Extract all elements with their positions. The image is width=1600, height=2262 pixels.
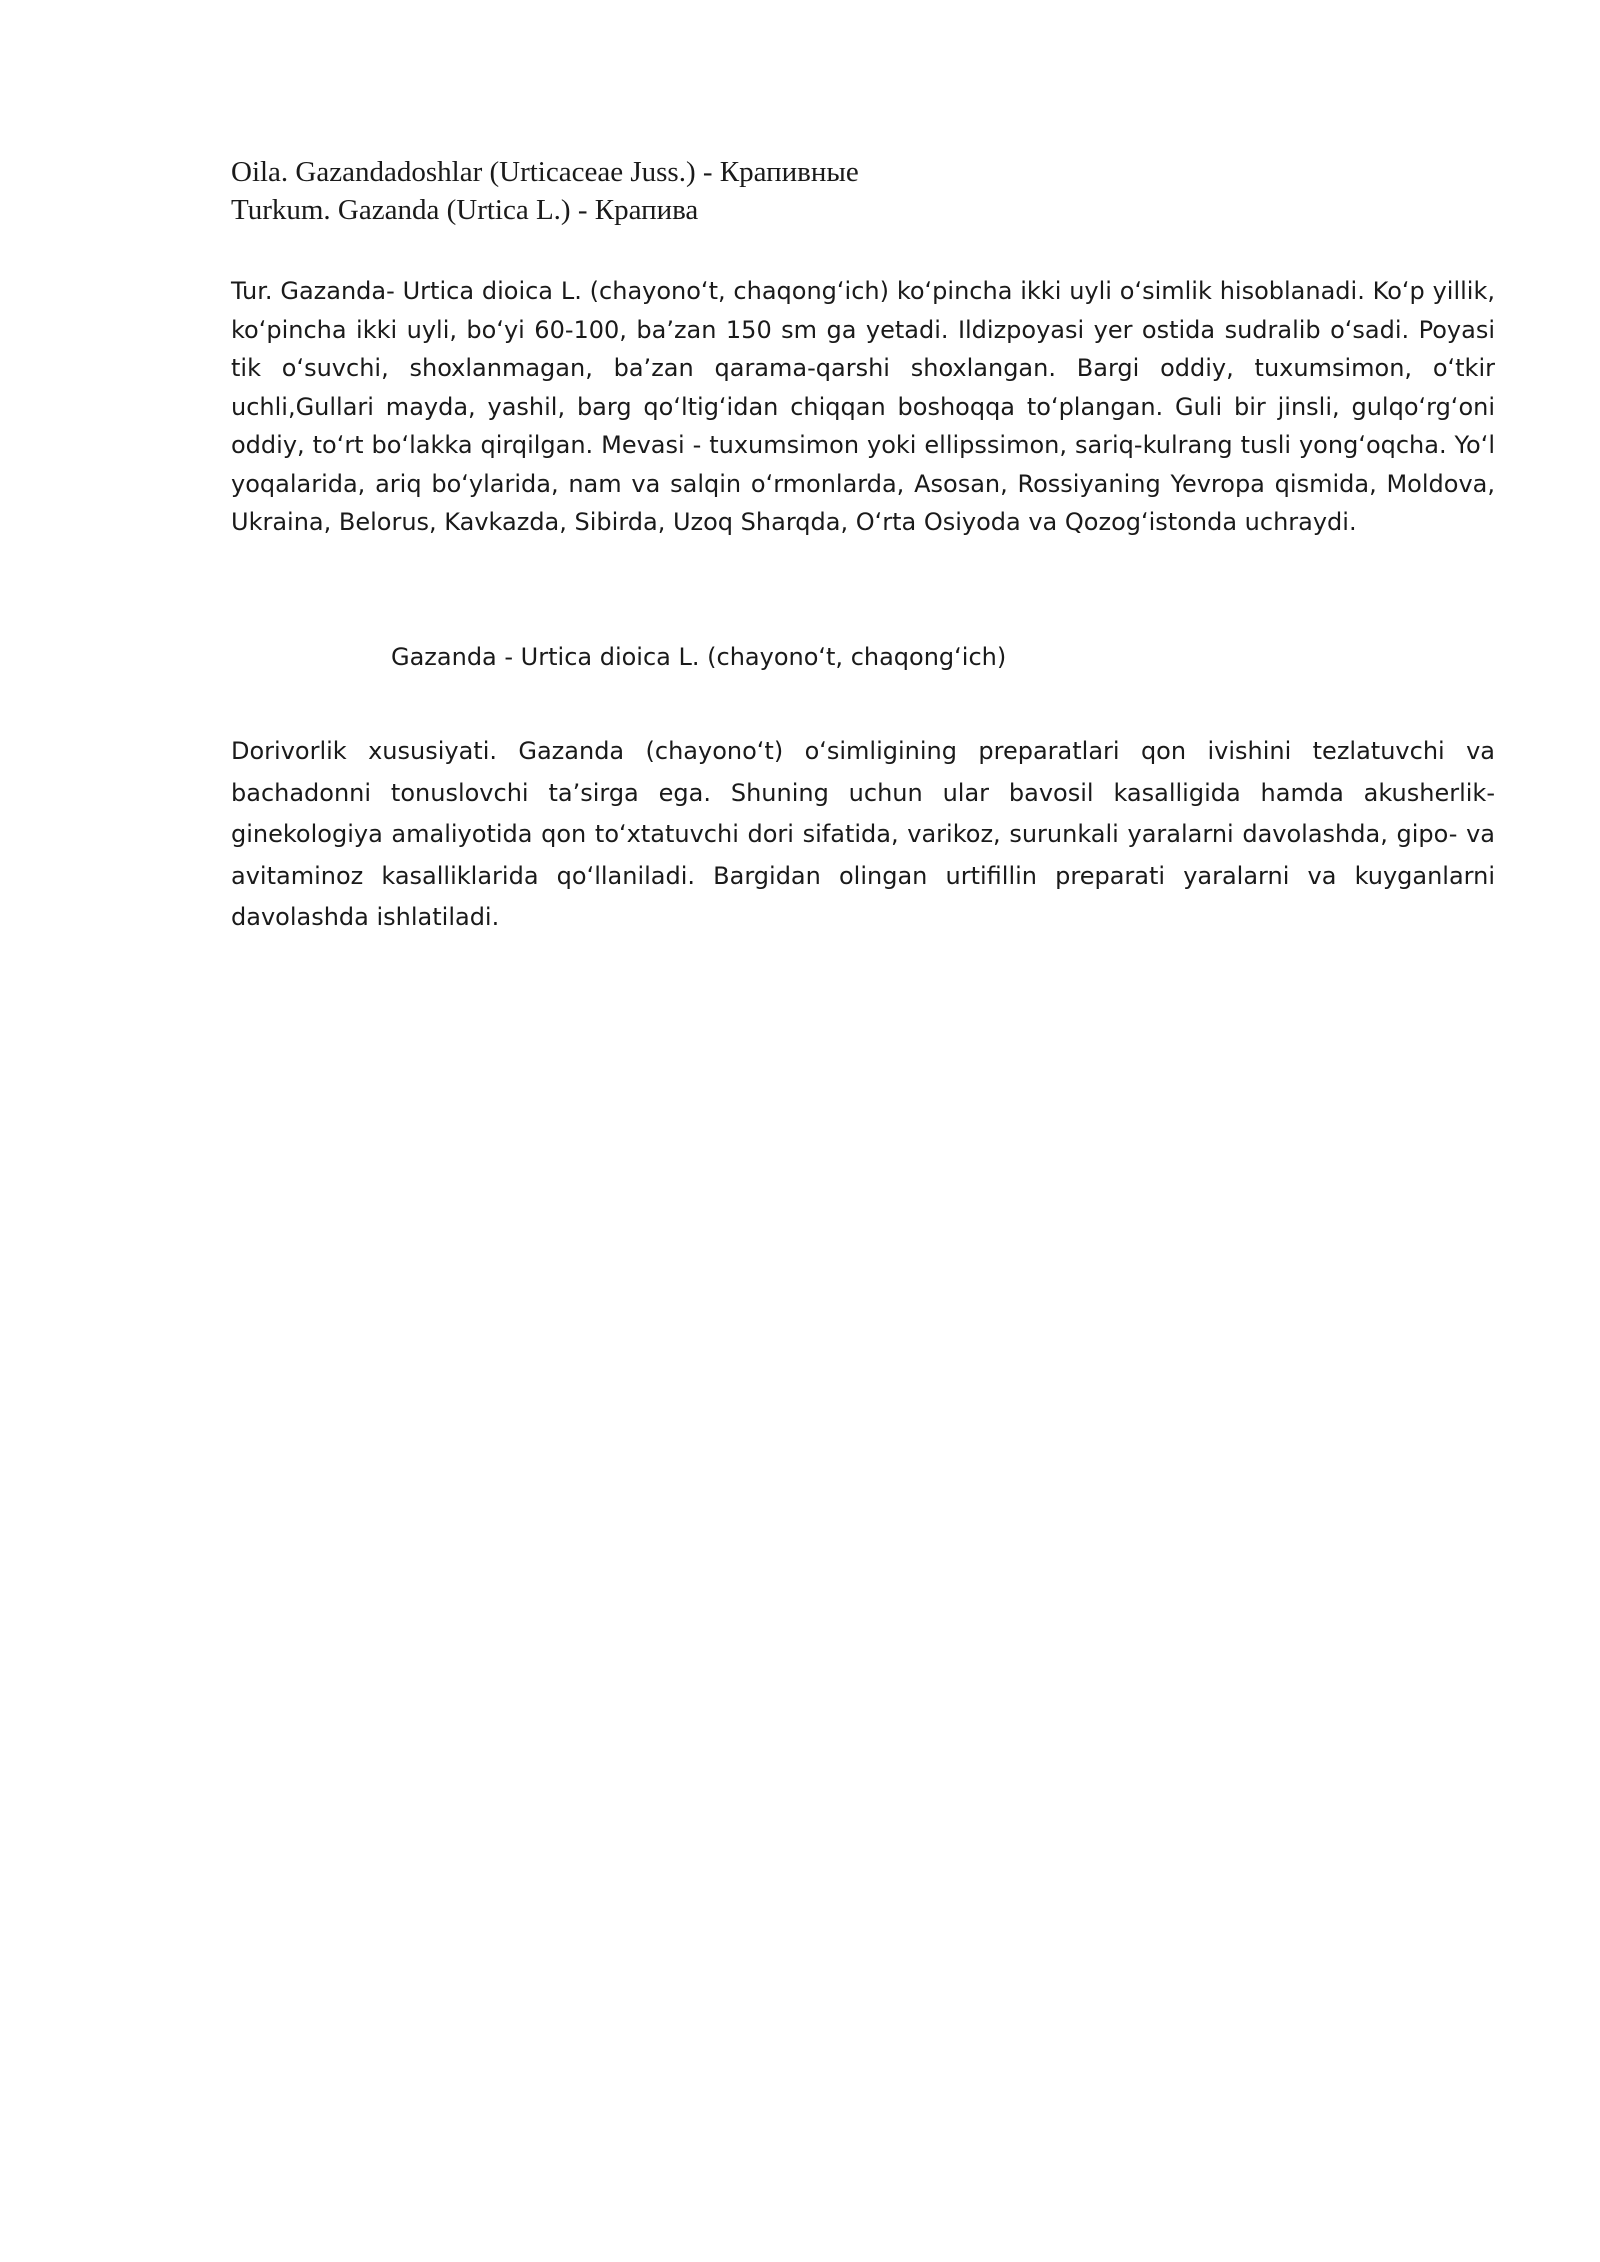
family-heading: Oila. Gazandadoshlar (Urticaceae Juss.) - Крапивные: [231, 156, 859, 188]
medicinal-properties-paragraph: Dorivorlik xususiyati. Gazanda (chayonoʻt) oʻsimligining preparatlari qon ivishini tezlatuvchi va bachadonni tonuslovchi taʼsirga ega. Shuning uchun ular bavosil kasalligida hamda akusherlik-ginekologiya amaliyotida qon toʻxtatuvchi dori sifatida, varikoz, surunkali yaralarni davolashda, gipo- va avitaminoz kasalliklarida qoʻllaniladi. Bargidan olingan urtifillin preparati yaralarni va kuyganlarni davolashda ishlatiladi.: [231, 737, 1495, 931]
species-description-paragraph: Tur. Gazanda- Urtica dioica L. (chayonoʻt, chaqongʻich) koʻpincha ikki uyli oʻsimlik hisoblanadi. Koʻp yillik, koʻpincha ikki uyli, boʻyi 60-100, baʼzan 150 sm ga yetadi. Ildizpoyasi yer ostida sudralib oʻsadi. Poyasi tik oʻsuvchi, shoxlanmagan, baʼzan qarama-qarshi shoxlangan. Bargi oddiy, tuxumsimon, oʻtkir uchli,Gullari mayda, yashil, barg qoʻltigʻidan chiqqan boshoqqa toʻplangan. Guli bir jinsli, gulqoʻrgʻoni oddiy, toʻrt boʻlakka qirqilgan. Mevasi - tuxumsimon yoki ellipssimon, sariq-kulrang tusli yongʻoqcha. Yoʻl yoqalarida, ariq boʻylarida, nam va salqin oʻrmonlarda, Asosan, Rossiyaning Yevropa qismida, Moldova, Ukraina, Belorus, Kavkazda, Sibirda, Uzoq Sharqda, Oʻrta Osiyoda va Qozogʻistonda uchraydi.: [231, 277, 1495, 536]
genus-heading: Turkum. Gazanda (Urtica L.) - Крапива: [231, 194, 699, 226]
figure-caption: Gazanda - Urtica dioica L. (chayonoʻt, chaqongʻich): [391, 643, 1007, 671]
